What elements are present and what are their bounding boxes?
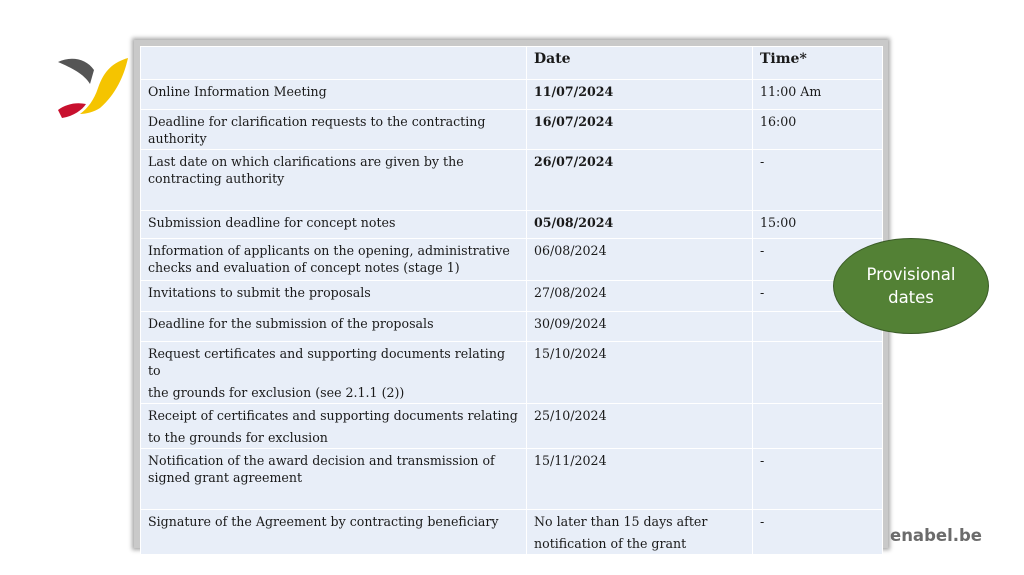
date-cell: 16/07/2024 [527, 110, 753, 150]
time-cell: 16:00 [753, 110, 883, 150]
time-cell: - [753, 281, 883, 312]
date-cell: 11/07/2024 [527, 80, 753, 110]
table-row [141, 239, 883, 281]
event-cell: Invitations to submit the proposals [141, 281, 527, 312]
date-cell: 06/08/2024 [527, 239, 753, 281]
badge-text: Provisional dates [866, 265, 956, 307]
table-row [141, 80, 883, 110]
table-row [141, 449, 883, 510]
table-row [141, 342, 883, 404]
date-cell: 27/08/2024 [527, 281, 753, 312]
time-cell [753, 404, 883, 449]
event-cell: Notification of the award decision and transmission of signed grant agreement [141, 449, 527, 510]
table-row [141, 404, 883, 449]
header-event [141, 47, 527, 80]
date-cell [527, 510, 753, 555]
date-cell: 05/08/2024 [527, 211, 753, 239]
provisional-dates-badge [833, 238, 989, 334]
table-header-row [141, 47, 883, 80]
time-cell [753, 342, 883, 404]
event-line-2: the grounds for exclusion (see 2.1.1 (2)) [148, 385, 405, 400]
event-cell: Information of applicants on the opening, administrative checks and evaluation of concept notes (stage 1) [141, 239, 527, 281]
event-line-1: Receipt of certificates and supporting documents relating [148, 408, 518, 423]
time-cell: 15:00 [753, 211, 883, 239]
schedule-table [140, 46, 883, 555]
event-line-2: to the grounds for exclusion [148, 430, 328, 445]
table-row [141, 281, 883, 312]
table-row [141, 312, 883, 342]
event-line-1: Request certificates and supporting documents relating to [148, 346, 506, 378]
date-line-2: notification of the grant [534, 536, 687, 551]
event-cell: Online Information Meeting [141, 80, 527, 110]
table-row [141, 110, 883, 150]
website-label: enabel.be [890, 526, 982, 545]
time-cell: - [753, 239, 883, 281]
event-cell: Last date on which clarifications are given by the contracting authority [141, 150, 527, 211]
table-row [141, 211, 883, 239]
date-cell: 30/09/2024 [527, 312, 753, 342]
enabel-logo-icon [56, 54, 130, 120]
date-cell: 25/10/2024 [527, 404, 753, 449]
event-cell: Deadline for clarification requests to the contracting authority [141, 110, 527, 150]
time-cell: - [753, 510, 883, 555]
time-cell: 11:00 Am [753, 80, 883, 110]
event-cell: Signature of the Agreement by contracting beneficiary [141, 510, 527, 555]
table-row [141, 150, 883, 211]
time-cell: - [753, 449, 883, 510]
header-date: Date [527, 47, 753, 80]
time-cell: - [753, 150, 883, 211]
event-cell: Deadline for the submission of the proposals [141, 312, 527, 342]
date-cell: 26/07/2024 [527, 150, 753, 211]
event-cell [141, 342, 527, 404]
header-time: Time* [753, 47, 883, 80]
event-cell [141, 404, 527, 449]
event-cell: Submission deadline for concept notes [141, 211, 527, 239]
date-cell: 15/10/2024 [527, 342, 753, 404]
table-row [141, 510, 883, 555]
date-line-1: No later than 15 days after [534, 514, 708, 529]
date-cell: 15/11/2024 [527, 449, 753, 510]
schedule-table-frame [134, 40, 888, 551]
